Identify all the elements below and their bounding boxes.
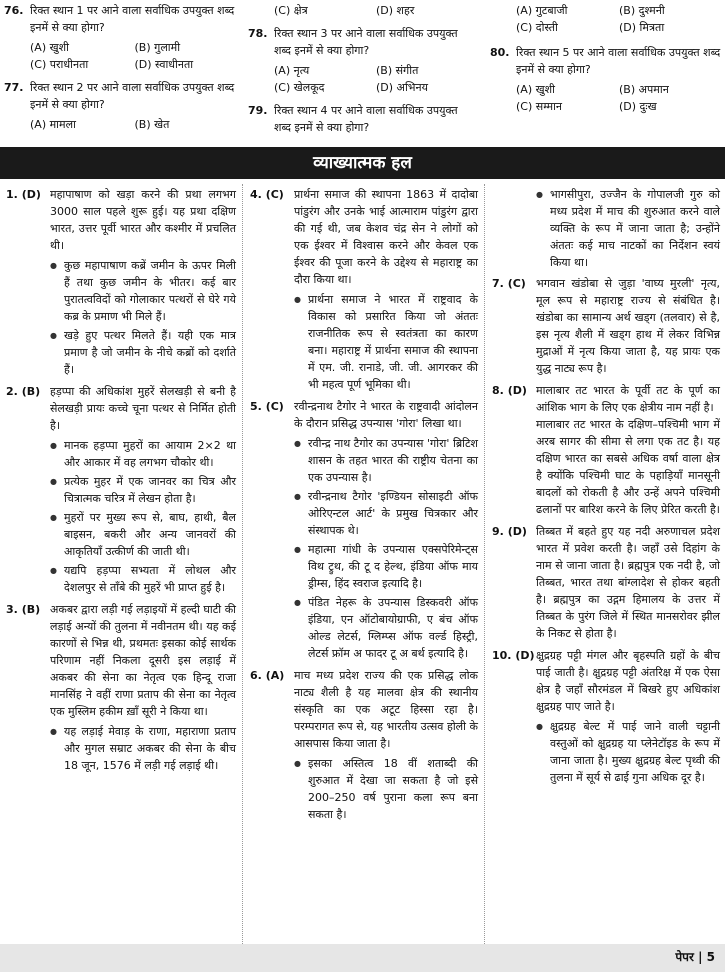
bullet: ● प्रार्थना समाज ने भारत में राष्ट्रवाद के विकास को प्रसारित किया जो अंततः राजनीतिक रूप से स्वतंत्रता का कारण बना। महाराष्ट्र में प्रार्थना समाज की स्थापना में एम. जी. रानाडे, जी. जी. आगरकर की भी महत्व पूर्ण भूमिका थी। — [250, 291, 478, 393]
column-divider — [242, 184, 243, 944]
option: (B) खेत — [134, 118, 170, 131]
question-77-options — [4, 116, 239, 133]
answer-1 — [6, 186, 236, 254]
page-footer — [0, 944, 725, 972]
question-text: रिक्त स्थान 3 पर आने वाला सर्वाधिक उपयुक्त शब्द इनमें से क्या होगा? — [274, 27, 458, 57]
bullet: ● पंडित नेहरू के उपन्यास डिस्कवरी ऑफ इंडिया, एन ऑटोबायोग्राफी, ए बंच ऑफ ओल्ड लेटर्स, ग्लिम्प्स ऑफ वर्ल्ड हिस्ट्री, लेटर्स फ्रॉम अ फादर टू अ बर्थ इत्यादि है। — [250, 594, 478, 662]
bullet: ● महात्मा गांधी के उपन्यास एक्सपेरिमेन्ट्स विथ ट्रुथ, की टू द हेल्थ, इंडिया ऑफ माय ड्रीम्स, हिंद स्वराज इत्यादि है। — [250, 541, 478, 592]
bullet: ● मुहरों पर मुख्य रूप से, बाघ, हाथी, बैल बाइसन, बकरी और अन्य जानवरों की आकृतियाँ उत्कीर्ण की जाती थी। — [6, 509, 236, 560]
page-number: पेपर | 5 — [675, 950, 715, 964]
option: (A) खुशी — [516, 83, 555, 96]
answer-text: प्रार्थना समाज की स्थापना 1863 में दादोबा पांडुरंग और उनके भाई आत्माराम पांडुरंग द्वारा की गई थी, जब केशव चंद्र सेन ने लोगों को एक ईश्वर में विश्वास करने और केवल एक ईश्वर की पूजा करने के उद्देश्य से महाराष्ट्र का दौरा किया था। — [294, 188, 478, 286]
answer-4 — [250, 186, 478, 288]
answer-text: तिब्बत में बहते हुए यह नदी अरुणाचल प्रदेश भारत में प्रवेश करती है। जहाँ उसे दिहांग के नाम से जाना जाता है। ब्रह्मपुत्र एक नदी है, जो तिब्बत, भारत तथा बांग्लादेश से होकर बहती है। ब्रह्मपुत्र का उद्गम हिमालय के उत्तर में तिब्बत के पुरंग जिले में स्थित मानसरोवर झील के निकट से होता है। — [536, 525, 720, 640]
question-78 — [248, 25, 478, 59]
option: (C) क्षेत्र — [274, 4, 308, 17]
question-78-options — [248, 62, 478, 96]
question-number: 76. — [4, 4, 24, 17]
option: (C) सम्मान — [516, 100, 563, 113]
option: (C) पराधीनता — [30, 58, 89, 71]
answer-number: 5. (C) — [250, 400, 284, 413]
answer-text: माच मध्य प्रदेश राज्य की एक प्रसिद्ध लोक नाट्य शैली है यह मालवा क्षेत्र की स्थानीय संस्कृति का एक अटूट हिस्सा रहा है। परम्परागत रूप से, यह भारतीय उत्सव होली के आसपास किया जाता है। — [294, 669, 478, 750]
answer-text: हड़प्पा की अधिकांश मुहरें सेलखड़ी से बनी है सेलखड़ी प्रायः कच्चे चूना पत्थर से निर्मित होती है। — [50, 385, 236, 432]
answer-number: 1. (D) — [6, 188, 41, 201]
top-col-1 — [4, 2, 239, 133]
question-80-options — [490, 81, 722, 115]
bullet: ● भागसीपुरा, उज्जैन के गोपालजी गुरु को मध्य प्रदेश में माच की शुरुआत करने वाले व्यक्ति के रूप में जाना जाता है; उन्होंने अंततः कई माच नाटकों का निर्देशन स्वयं किया था। — [492, 186, 720, 271]
bullet: ● खड़े हुए पत्थर मिलते हैं। यही एक मात्र प्रमाण है जो जमीन के नीचे कब्रों को दर्शाते हैं। — [6, 327, 236, 378]
answer-number: 8. (D) — [492, 384, 527, 397]
question-79-options — [490, 2, 722, 36]
option: (B) गुलामी — [134, 41, 181, 54]
question-number: 79. — [248, 104, 268, 117]
question-77 — [4, 79, 239, 113]
answers-col-2 — [250, 186, 478, 825]
question-text: रिक्त स्थान 4 पर आने वाला सर्वाधिक उपयुक्त शब्द इनमें से क्या होगा? — [274, 104, 458, 134]
option: (D) अभिनय — [376, 81, 429, 94]
answer-2 — [6, 383, 236, 434]
question-77-options-cont — [248, 2, 478, 19]
question-80 — [490, 44, 722, 78]
answer-6 — [250, 667, 478, 752]
answer-5 — [250, 398, 478, 432]
answer-text: अकबर द्वारा लड़ी गई लड़ाइयों में हल्दी घाटी की लड़ाई अन्यों की तुलना में नवीनतम थी। यह कई कारणों से भिन्न थी, प्रथमतः इसका कोई सार्थक परिणाम नहीं निकला दूसरी इस लड़ाई में अकबर की सेना का नेतृत्व एक हिन्दू राजा मानसिंह ने वहीं राणा प्रताप की सेना का नेतृत्व एक मुस्लिम हकीम ख़ाँ सूरी ने किया था। — [50, 603, 236, 718]
option: (D) मित्रता — [619, 21, 665, 34]
column-divider — [484, 184, 485, 944]
answer-number: 4. (C) — [250, 188, 284, 201]
bullet: ● प्रत्येक मुहर में एक जानवर का चित्र और चित्रात्मक चरित्र में लेखन होता है। — [6, 473, 236, 507]
answer-number: 9. (D) — [492, 525, 527, 538]
answer-text: रवीन्द्रनाथ टैगोर ने भारत के राष्ट्रवादी आंदोलन के दौरान प्रसिद्ध उपन्यास 'गोरा' लिखा था। — [294, 400, 478, 430]
answers-col-3 — [492, 186, 720, 788]
answer-text: मालाबार तट भारत के पूर्वी तट के पूर्ण का आंशिक भाग के लिए एक क्षेत्रीय नाम नहीं है। — [536, 384, 720, 414]
answer-text: क्षुद्रग्रह पट्टी मंगल और बृहस्पति ग्रहों के बीच पाई जाती है। क्षुद्रग्रह पट्टी अंतरिक्ष में एक ऐसा क्षेत्र है जहाँ सौरमंडल में बिखरे हुए अधिकांश क्षुद्रग्रह पाए जाते है। — [536, 649, 720, 713]
bullet: ● मानक हड़प्पा मुहरों का आयाम 2×2 था और आकार में वह लगभग चौकोर थी। — [6, 437, 236, 471]
section-header: व्याख्यात्मक हल — [0, 147, 725, 179]
top-col-3 — [490, 2, 722, 115]
question-text: रिक्त स्थान 1 पर आने वाला सर्वाधिक उपयुक्त शब्द इनमें से क्या होगा? — [30, 4, 235, 34]
answer-7 — [492, 275, 720, 377]
bullet: ● रवीन्द्रनाथ टैगोर 'इण्डियन सोसाइटी ऑफ ओरिएन्टल आर्ट' के प्रमुख चित्रकार और संस्थापक थे। — [250, 488, 478, 539]
bullet: ● यद्यपि हड़प्पा सभ्यता में लोथल और देशलपुर से ताँबे की मुहरें भी प्राप्त हुई है। — [6, 562, 236, 596]
answers-col-1 — [6, 186, 236, 776]
option: (A) मामला — [30, 118, 76, 131]
option: (D) दुःख — [619, 100, 657, 113]
answer-text: मालाबार तट भारत के दक्षिण–पश्चिमी भाग में अरब सागर की सीमा से लगा एक तट है। यह दक्षिण भारत का सबसे अधिक वर्षा वाला क्षेत्र है क्योंकि पश्चिमी घाट के पहाड़ियाँ मानसूनी बादलों को रोकती है और उन्हें अपने पश्चिमी ढलानों पर बारिश करने के लिए प्रेरित करती है। — [536, 418, 720, 516]
question-76-options — [4, 39, 239, 73]
question-number: 77. — [4, 81, 24, 94]
answer-3 — [6, 601, 236, 720]
answer-text: भगवान खंडोबा से जुड़ा 'वाघ्य मुरली' नृत्य, मूल रूप से महाराष्ट्र राज्य से संबंधित है। खंडोबा का सामान्य अर्थ खड्ग (तलवार) से है, इस नृत्य शैली में खड्ग हाथ में लेकर विभिन्न मुद्राओं में नृत्य किया जाता है, यह प्रायः एक युद्ध नाट्य रूप है। — [536, 277, 720, 375]
option: (D) स्वाधीनता — [134, 58, 194, 71]
bullet: ● कुछ महापाषाण कब्रें जमीन के ऊपर मिली हैं तथा कुछ जमीन के भीतर। कई बार पुरातत्वविदों को गोलाकार पत्थरों से घेरे गये कब्र के प्रमाण भी मिले हैं। — [6, 257, 236, 325]
option: (C) खेलकूद — [274, 81, 325, 94]
top-col-2 — [248, 2, 478, 139]
option: (B) अपमान — [619, 83, 669, 96]
answer-number: 2. (B) — [6, 385, 41, 398]
question-text: रिक्त स्थान 2 पर आने वाला सर्वाधिक उपयुक्त शब्द इनमें से क्या होगा? — [30, 81, 235, 111]
answer-8 — [492, 382, 720, 518]
option: (D) शहर — [376, 4, 415, 17]
bullet: ● इसका अस्तित्व 18 वीं शताब्दी की शुरुआत में देखा जा सकता है जो इसे 200–250 वर्ष पुराना कला रूप बना सकता है। — [250, 755, 478, 823]
option: (A) नृत्य — [274, 64, 310, 77]
answer-10 — [492, 647, 720, 715]
bullet: ● रवीन्द्र नाथ टैगोर का उपन्यास 'गोरा' ब्रिटिश शासन के तहत भारत की राष्ट्रीय चेतना का एक उपन्यास है। — [250, 435, 478, 486]
question-79 — [248, 102, 478, 136]
option: (C) दोस्ती — [516, 21, 558, 34]
option: (B) संगीत — [376, 64, 419, 77]
question-text: रिक्त स्थान 5 पर आने वाला सर्वाधिक उपयुक्त शब्द इनमें से क्या होगा? — [516, 46, 721, 76]
answer-number: 7. (C) — [492, 277, 526, 290]
answer-9 — [492, 523, 720, 642]
question-number: 80. — [490, 46, 510, 59]
answer-number: 10. (D) — [492, 649, 535, 662]
answer-number: 3. (B) — [6, 603, 41, 616]
bullet: ● यह लड़ाई मेवाड़ के राणा, महाराणा प्रताप और मुगल सम्राट अकबर की सेना के बीच 18 जून, 1576 में लड़ी गई लड़ाई थी। — [6, 723, 236, 774]
question-number: 78. — [248, 27, 268, 40]
option: (A) खुशी — [30, 41, 69, 54]
question-76 — [4, 2, 239, 36]
option: (B) दुश्मनी — [619, 4, 665, 17]
answer-text: महापाषाण को खड़ा करने की प्रथा लगभग 3000 साल पहले शुरू हुई। यह प्रथा दक्षिण भारत, उत्तर पूर्वी भारत और कश्मीर में प्रचलित थी। — [50, 188, 236, 252]
answer-number: 6. (A) — [250, 669, 285, 682]
option: (A) गुटबाजी — [516, 4, 568, 17]
bullet: ● क्षुद्रग्रह बेल्ट में पाई जाने वाली चट्टानी वस्तुओं को क्षुद्रग्रह या प्लेनेटॉइड के रूप में जाना जाता है। मुख्य क्षुद्रग्रह बेल्ट पृथ्वी की तुलना में सूर्य से ढाई गुना अधिक दूर है। — [492, 718, 720, 786]
